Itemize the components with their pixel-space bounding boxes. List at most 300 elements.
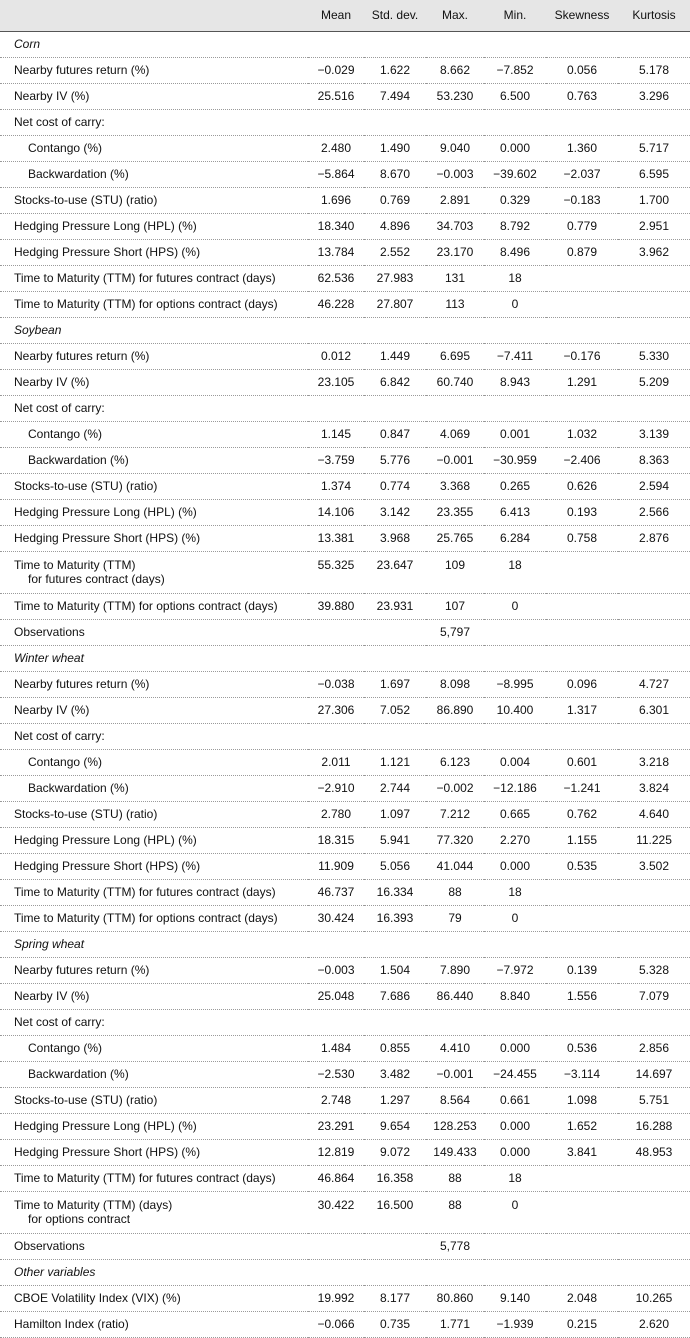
cell-skewness: −0.176: [546, 343, 618, 369]
cell-max: 23.170: [426, 239, 484, 265]
table-row: [0, 593, 690, 619]
row-label: Backwardation (%): [0, 1061, 308, 1087]
header-max: Max.: [426, 0, 484, 31]
cell-std-dev: 0.847: [364, 421, 426, 447]
cell-max: 9.040: [426, 135, 484, 161]
cell-std-dev: 7.686: [364, 983, 426, 1009]
cell-skewness: 0.879: [546, 239, 618, 265]
cell-kurtosis: 48.953: [618, 1139, 690, 1165]
cell-mean: 23.291: [308, 1113, 364, 1139]
row-label: Hedging Pressure Long (HPL) (%): [0, 827, 308, 853]
cell-mean: 14.106: [308, 499, 364, 525]
cell-max: 2.891: [426, 187, 484, 213]
cell-kurtosis: 2.951: [618, 213, 690, 239]
cell-mean: −2.530: [308, 1061, 364, 1087]
table-row: [0, 213, 690, 239]
cell-skewness: 0.096: [546, 671, 618, 697]
cell-std-dev: 0.769: [364, 187, 426, 213]
section-header-row: [0, 1259, 690, 1285]
cell-std-dev: 5.941: [364, 827, 426, 853]
cell-kurtosis: 3.502: [618, 853, 690, 879]
cell-std-dev: 5.056: [364, 853, 426, 879]
cell-min: 0.004: [484, 749, 546, 775]
cell-min: −39.602: [484, 161, 546, 187]
cell-mean: 11.909: [308, 853, 364, 879]
cell-min: −7.852: [484, 57, 546, 83]
cell-mean: 2.480: [308, 135, 364, 161]
header-min: Min.: [484, 0, 546, 31]
cell-kurtosis: [618, 905, 690, 931]
row-label: Stocks-to-use (STU) (ratio): [0, 187, 308, 213]
cell-kurtosis: 5.330: [618, 343, 690, 369]
cell-kurtosis: 3.139: [618, 421, 690, 447]
cell-min: 8.792: [484, 213, 546, 239]
row-label: Time to Maturity (TTM) for options contract (days): [0, 593, 308, 619]
row-label: Time to Maturity (TTM) for futures contract (days): [0, 1165, 308, 1191]
empty-cell: [618, 1233, 690, 1259]
cell-mean: 19.992: [308, 1285, 364, 1311]
cell-mean: −0.038: [308, 671, 364, 697]
row-label: Backwardation (%): [0, 775, 308, 801]
cell-kurtosis: 16.288: [618, 1113, 690, 1139]
cell-mean: 18.315: [308, 827, 364, 853]
group-label: Net cost of carry:: [0, 723, 690, 749]
cell-max: 7.212: [426, 801, 484, 827]
group-label: Net cost of carry:: [0, 395, 690, 421]
table-row: [0, 447, 690, 473]
cell-max: 53.230: [426, 83, 484, 109]
cell-min: 8.840: [484, 983, 546, 1009]
cell-std-dev: 8.670: [364, 161, 426, 187]
cell-min: −7.972: [484, 957, 546, 983]
cell-skewness: [546, 879, 618, 905]
cell-mean: 25.048: [308, 983, 364, 1009]
cell-min: 2.270: [484, 827, 546, 853]
cell-min: 0.000: [484, 853, 546, 879]
table-row: [0, 1035, 690, 1061]
section-title: Soybean: [0, 317, 690, 343]
cell-skewness: 2.048: [546, 1285, 618, 1311]
table-row: [0, 499, 690, 525]
cell-std-dev: 23.647: [364, 551, 426, 593]
cell-min: 0: [484, 1191, 546, 1233]
cell-mean: −2.910: [308, 775, 364, 801]
table-row: [0, 1285, 690, 1311]
cell-skewness: −0.183: [546, 187, 618, 213]
cell-max: 25.765: [426, 525, 484, 551]
cell-min: −8.995: [484, 671, 546, 697]
cell-kurtosis: 3.962: [618, 239, 690, 265]
row-label: Stocks-to-use (STU) (ratio): [0, 1087, 308, 1113]
observations-row: [0, 1233, 690, 1259]
cell-max: 23.355: [426, 499, 484, 525]
cell-std-dev: 4.896: [364, 213, 426, 239]
table-row: [0, 775, 690, 801]
row-label: Contango (%): [0, 1035, 308, 1061]
cell-kurtosis: 5.751: [618, 1087, 690, 1113]
cell-max: 1.771: [426, 1311, 484, 1337]
cell-max: 88: [426, 1191, 484, 1233]
cell-kurtosis: [618, 1165, 690, 1191]
cell-skewness: 0.601: [546, 749, 618, 775]
empty-cell: [308, 1233, 364, 1259]
cell-std-dev: 16.358: [364, 1165, 426, 1191]
group-label-row: [0, 723, 690, 749]
cell-min: 6.500: [484, 83, 546, 109]
cell-std-dev: 9.654: [364, 1113, 426, 1139]
row-label: Stocks-to-use (STU) (ratio): [0, 473, 308, 499]
cell-max: 4.410: [426, 1035, 484, 1061]
cell-std-dev: 16.334: [364, 879, 426, 905]
row-label: Nearby IV (%): [0, 697, 308, 723]
header-variable: [0, 0, 308, 31]
cell-mean: 2.011: [308, 749, 364, 775]
cell-min: 8.943: [484, 369, 546, 395]
cell-min: 0.000: [484, 1139, 546, 1165]
section-title: Other variables: [0, 1259, 690, 1285]
table-row: [0, 1165, 690, 1191]
row-label: Hedging Pressure Long (HPL) (%): [0, 213, 308, 239]
cell-kurtosis: [618, 1191, 690, 1233]
table-row: [0, 879, 690, 905]
row-label: [0, 551, 308, 593]
cell-mean: 25.516: [308, 83, 364, 109]
cell-min: 8.496: [484, 239, 546, 265]
cell-skewness: 0.535: [546, 853, 618, 879]
cell-std-dev: 1.121: [364, 749, 426, 775]
table-row: [0, 473, 690, 499]
cell-std-dev: 3.968: [364, 525, 426, 551]
cell-kurtosis: 11.225: [618, 827, 690, 853]
header-row: [0, 0, 690, 31]
empty-cell: [546, 1233, 618, 1259]
cell-std-dev: 2.552: [364, 239, 426, 265]
row-label: Contango (%): [0, 135, 308, 161]
table-row: [0, 369, 690, 395]
cell-std-dev: 3.142: [364, 499, 426, 525]
cell-std-dev: 0.855: [364, 1035, 426, 1061]
cell-std-dev: 0.735: [364, 1311, 426, 1337]
table-row: [0, 525, 690, 551]
table-row: [0, 187, 690, 213]
row-label: Contango (%): [0, 749, 308, 775]
cell-max: 113: [426, 291, 484, 317]
cell-min: 18: [484, 879, 546, 905]
cell-std-dev: 8.177: [364, 1285, 426, 1311]
observations-value: 5,797: [426, 619, 484, 645]
cell-skewness: −2.406: [546, 447, 618, 473]
row-label: Hedging Pressure Short (HPS) (%): [0, 525, 308, 551]
cell-min: 0.665: [484, 801, 546, 827]
cell-skewness: 1.291: [546, 369, 618, 395]
cell-kurtosis: 2.856: [618, 1035, 690, 1061]
header-std-dev: Std. dev.: [364, 0, 426, 31]
table-row: [0, 135, 690, 161]
table-row: [0, 265, 690, 291]
table-row: [0, 57, 690, 83]
cell-min: −12.186: [484, 775, 546, 801]
cell-std-dev: 5.776: [364, 447, 426, 473]
cell-min: 18: [484, 1165, 546, 1191]
cell-std-dev: 27.983: [364, 265, 426, 291]
cell-std-dev: 1.449: [364, 343, 426, 369]
empty-cell: [308, 619, 364, 645]
group-label-row: [0, 1009, 690, 1035]
table-row: [0, 161, 690, 187]
cell-std-dev: 23.931: [364, 593, 426, 619]
row-label: Hedging Pressure Long (HPL) (%): [0, 499, 308, 525]
row-label: Time to Maturity (TTM) for options contract (days): [0, 291, 308, 317]
cell-max: 88: [426, 1165, 484, 1191]
cell-max: 8.098: [426, 671, 484, 697]
row-label: CBOE Volatility Index (VIX) (%): [0, 1285, 308, 1311]
cell-mean: 0.012: [308, 343, 364, 369]
cell-skewness: [546, 291, 618, 317]
table-row: [0, 1311, 690, 1337]
cell-mean: 23.105: [308, 369, 364, 395]
cell-std-dev: 1.697: [364, 671, 426, 697]
cell-kurtosis: 2.566: [618, 499, 690, 525]
cell-min: 18: [484, 551, 546, 593]
table-row: [0, 853, 690, 879]
cell-kurtosis: 5.717: [618, 135, 690, 161]
cell-kurtosis: 2.620: [618, 1311, 690, 1337]
table-row: [0, 801, 690, 827]
cell-skewness: 0.056: [546, 57, 618, 83]
section-title: Winter wheat: [0, 645, 690, 671]
cell-max: 8.662: [426, 57, 484, 83]
cell-skewness: 0.758: [546, 525, 618, 551]
cell-max: 149.433: [426, 1139, 484, 1165]
cell-min: 0.000: [484, 1035, 546, 1061]
observations-label: Observations: [0, 619, 308, 645]
cell-mean: −0.066: [308, 1311, 364, 1337]
section-header-row: [0, 317, 690, 343]
cell-max: −0.001: [426, 1061, 484, 1087]
cell-skewness: [546, 1165, 618, 1191]
row-label-line1: Time to Maturity (TTM): [14, 557, 136, 572]
header-skewness: Skewness: [546, 0, 618, 31]
group-label: Net cost of carry:: [0, 1009, 690, 1035]
observations-value: 5,778: [426, 1233, 484, 1259]
cell-kurtosis: 3.218: [618, 749, 690, 775]
empty-cell: [618, 619, 690, 645]
table-row: [0, 1061, 690, 1087]
row-label: Stocks-to-use (STU) (ratio): [0, 801, 308, 827]
section-header-row: [0, 931, 690, 957]
cell-std-dev: 1.490: [364, 135, 426, 161]
cell-max: −0.001: [426, 447, 484, 473]
table-row: [0, 827, 690, 853]
table-row: [0, 83, 690, 109]
cell-min: 10.400: [484, 697, 546, 723]
table-row: [0, 551, 690, 593]
cell-std-dev: 9.072: [364, 1139, 426, 1165]
cell-max: 7.890: [426, 957, 484, 983]
cell-skewness: 0.763: [546, 83, 618, 109]
cell-mean: 30.424: [308, 905, 364, 931]
cell-min: −1.939: [484, 1311, 546, 1337]
cell-kurtosis: 7.079: [618, 983, 690, 1009]
cell-max: 34.703: [426, 213, 484, 239]
cell-mean: −0.003: [308, 957, 364, 983]
row-label: Backwardation (%): [0, 161, 308, 187]
cell-kurtosis: 4.640: [618, 801, 690, 827]
cell-mean: −3.759: [308, 447, 364, 473]
cell-kurtosis: [618, 265, 690, 291]
cell-min: 0: [484, 905, 546, 931]
cell-kurtosis: 5.209: [618, 369, 690, 395]
group-label-row: [0, 109, 690, 135]
table-row: [0, 983, 690, 1009]
cell-min: 6.413: [484, 499, 546, 525]
table-row: [0, 671, 690, 697]
cell-mean: 1.145: [308, 421, 364, 447]
cell-kurtosis: [618, 593, 690, 619]
table-row: [0, 749, 690, 775]
cell-min: 9.140: [484, 1285, 546, 1311]
cell-skewness: 1.155: [546, 827, 618, 853]
header-kurtosis: Kurtosis: [618, 0, 690, 31]
observations-label: Observations: [0, 1233, 308, 1259]
cell-skewness: 3.841: [546, 1139, 618, 1165]
row-label: Nearby IV (%): [0, 983, 308, 1009]
row-label: Hedging Pressure Short (HPS) (%): [0, 239, 308, 265]
cell-skewness: 1.556: [546, 983, 618, 1009]
table-row: [0, 1087, 690, 1113]
cell-std-dev: 1.622: [364, 57, 426, 83]
row-label: Hedging Pressure Short (HPS) (%): [0, 1139, 308, 1165]
empty-cell: [364, 1233, 426, 1259]
table-row: [0, 1191, 690, 1233]
cell-mean: 27.306: [308, 697, 364, 723]
cell-mean: 46.737: [308, 879, 364, 905]
cell-max: 128.253: [426, 1113, 484, 1139]
table-row: [0, 697, 690, 723]
section-header-row: [0, 645, 690, 671]
cell-min: 6.284: [484, 525, 546, 551]
cell-min: 0: [484, 593, 546, 619]
cell-skewness: 1.032: [546, 421, 618, 447]
cell-mean: 13.784: [308, 239, 364, 265]
cell-kurtosis: 6.595: [618, 161, 690, 187]
row-label: Time to Maturity (TTM) for futures contract (days): [0, 879, 308, 905]
cell-skewness: 0.139: [546, 957, 618, 983]
cell-std-dev: 6.842: [364, 369, 426, 395]
cell-kurtosis: 14.697: [618, 1061, 690, 1087]
cell-mean: 62.536: [308, 265, 364, 291]
empty-cell: [484, 619, 546, 645]
cell-kurtosis: 8.363: [618, 447, 690, 473]
cell-min: 0: [484, 291, 546, 317]
table-row: [0, 421, 690, 447]
cell-min: 0.661: [484, 1087, 546, 1113]
cell-max: −0.003: [426, 161, 484, 187]
cell-max: 41.044: [426, 853, 484, 879]
cell-kurtosis: 1.700: [618, 187, 690, 213]
cell-std-dev: 16.393: [364, 905, 426, 931]
cell-mean: 30.422: [308, 1191, 364, 1233]
cell-max: −0.002: [426, 775, 484, 801]
cell-min: 0.000: [484, 135, 546, 161]
cell-kurtosis: 3.296: [618, 83, 690, 109]
row-label: Nearby futures return (%): [0, 57, 308, 83]
cell-skewness: −2.037: [546, 161, 618, 187]
row-label: Backwardation (%): [0, 447, 308, 473]
cell-skewness: −3.114: [546, 1061, 618, 1087]
cell-max: 4.069: [426, 421, 484, 447]
cell-kurtosis: [618, 551, 690, 593]
cell-skewness: 0.762: [546, 801, 618, 827]
cell-mean: 39.880: [308, 593, 364, 619]
table-row: [0, 1113, 690, 1139]
cell-mean: 1.696: [308, 187, 364, 213]
cell-max: 8.564: [426, 1087, 484, 1113]
cell-min: 0.265: [484, 473, 546, 499]
section-title: Spring wheat: [0, 931, 690, 957]
empty-cell: [484, 1233, 546, 1259]
section-title: Corn: [0, 31, 690, 57]
row-label: Hedging Pressure Short (HPS) (%): [0, 853, 308, 879]
observations-row: [0, 619, 690, 645]
row-label-line2: for futures contract (days): [28, 571, 165, 586]
row-label: Nearby futures return (%): [0, 957, 308, 983]
cell-min: 18: [484, 265, 546, 291]
row-label: Time to Maturity (TTM) for options contract (days): [0, 905, 308, 931]
cell-skewness: 0.779: [546, 213, 618, 239]
table-row: [0, 239, 690, 265]
cell-max: 6.695: [426, 343, 484, 369]
cell-max: 107: [426, 593, 484, 619]
cell-max: 109: [426, 551, 484, 593]
cell-std-dev: 27.807: [364, 291, 426, 317]
cell-kurtosis: [618, 291, 690, 317]
cell-std-dev: 1.504: [364, 957, 426, 983]
cell-mean: 46.228: [308, 291, 364, 317]
cell-max: 86.440: [426, 983, 484, 1009]
cell-mean: 1.484: [308, 1035, 364, 1061]
cell-kurtosis: 3.824: [618, 775, 690, 801]
cell-max: 86.890: [426, 697, 484, 723]
table-row: [0, 957, 690, 983]
cell-mean: 55.325: [308, 551, 364, 593]
empty-cell: [364, 619, 426, 645]
cell-kurtosis: 4.727: [618, 671, 690, 697]
cell-min: 0.000: [484, 1113, 546, 1139]
cell-std-dev: 0.774: [364, 473, 426, 499]
row-label: Contango (%): [0, 421, 308, 447]
row-label: Nearby futures return (%): [0, 671, 308, 697]
cell-kurtosis: 2.876: [618, 525, 690, 551]
cell-std-dev: 1.297: [364, 1087, 426, 1113]
cell-mean: 18.340: [308, 213, 364, 239]
cell-skewness: [546, 551, 618, 593]
table-row: [0, 291, 690, 317]
cell-mean: 13.381: [308, 525, 364, 551]
cell-std-dev: 3.482: [364, 1061, 426, 1087]
cell-std-dev: 2.744: [364, 775, 426, 801]
cell-min: −24.455: [484, 1061, 546, 1087]
cell-mean: 2.748: [308, 1087, 364, 1113]
cell-kurtosis: 6.301: [618, 697, 690, 723]
cell-min: −7.411: [484, 343, 546, 369]
cell-skewness: [546, 593, 618, 619]
cell-kurtosis: [618, 879, 690, 905]
cell-min: 0.001: [484, 421, 546, 447]
row-label-line1: Time to Maturity (TTM) (days): [14, 1197, 173, 1212]
cell-std-dev: 7.052: [364, 697, 426, 723]
cell-mean: 1.374: [308, 473, 364, 499]
